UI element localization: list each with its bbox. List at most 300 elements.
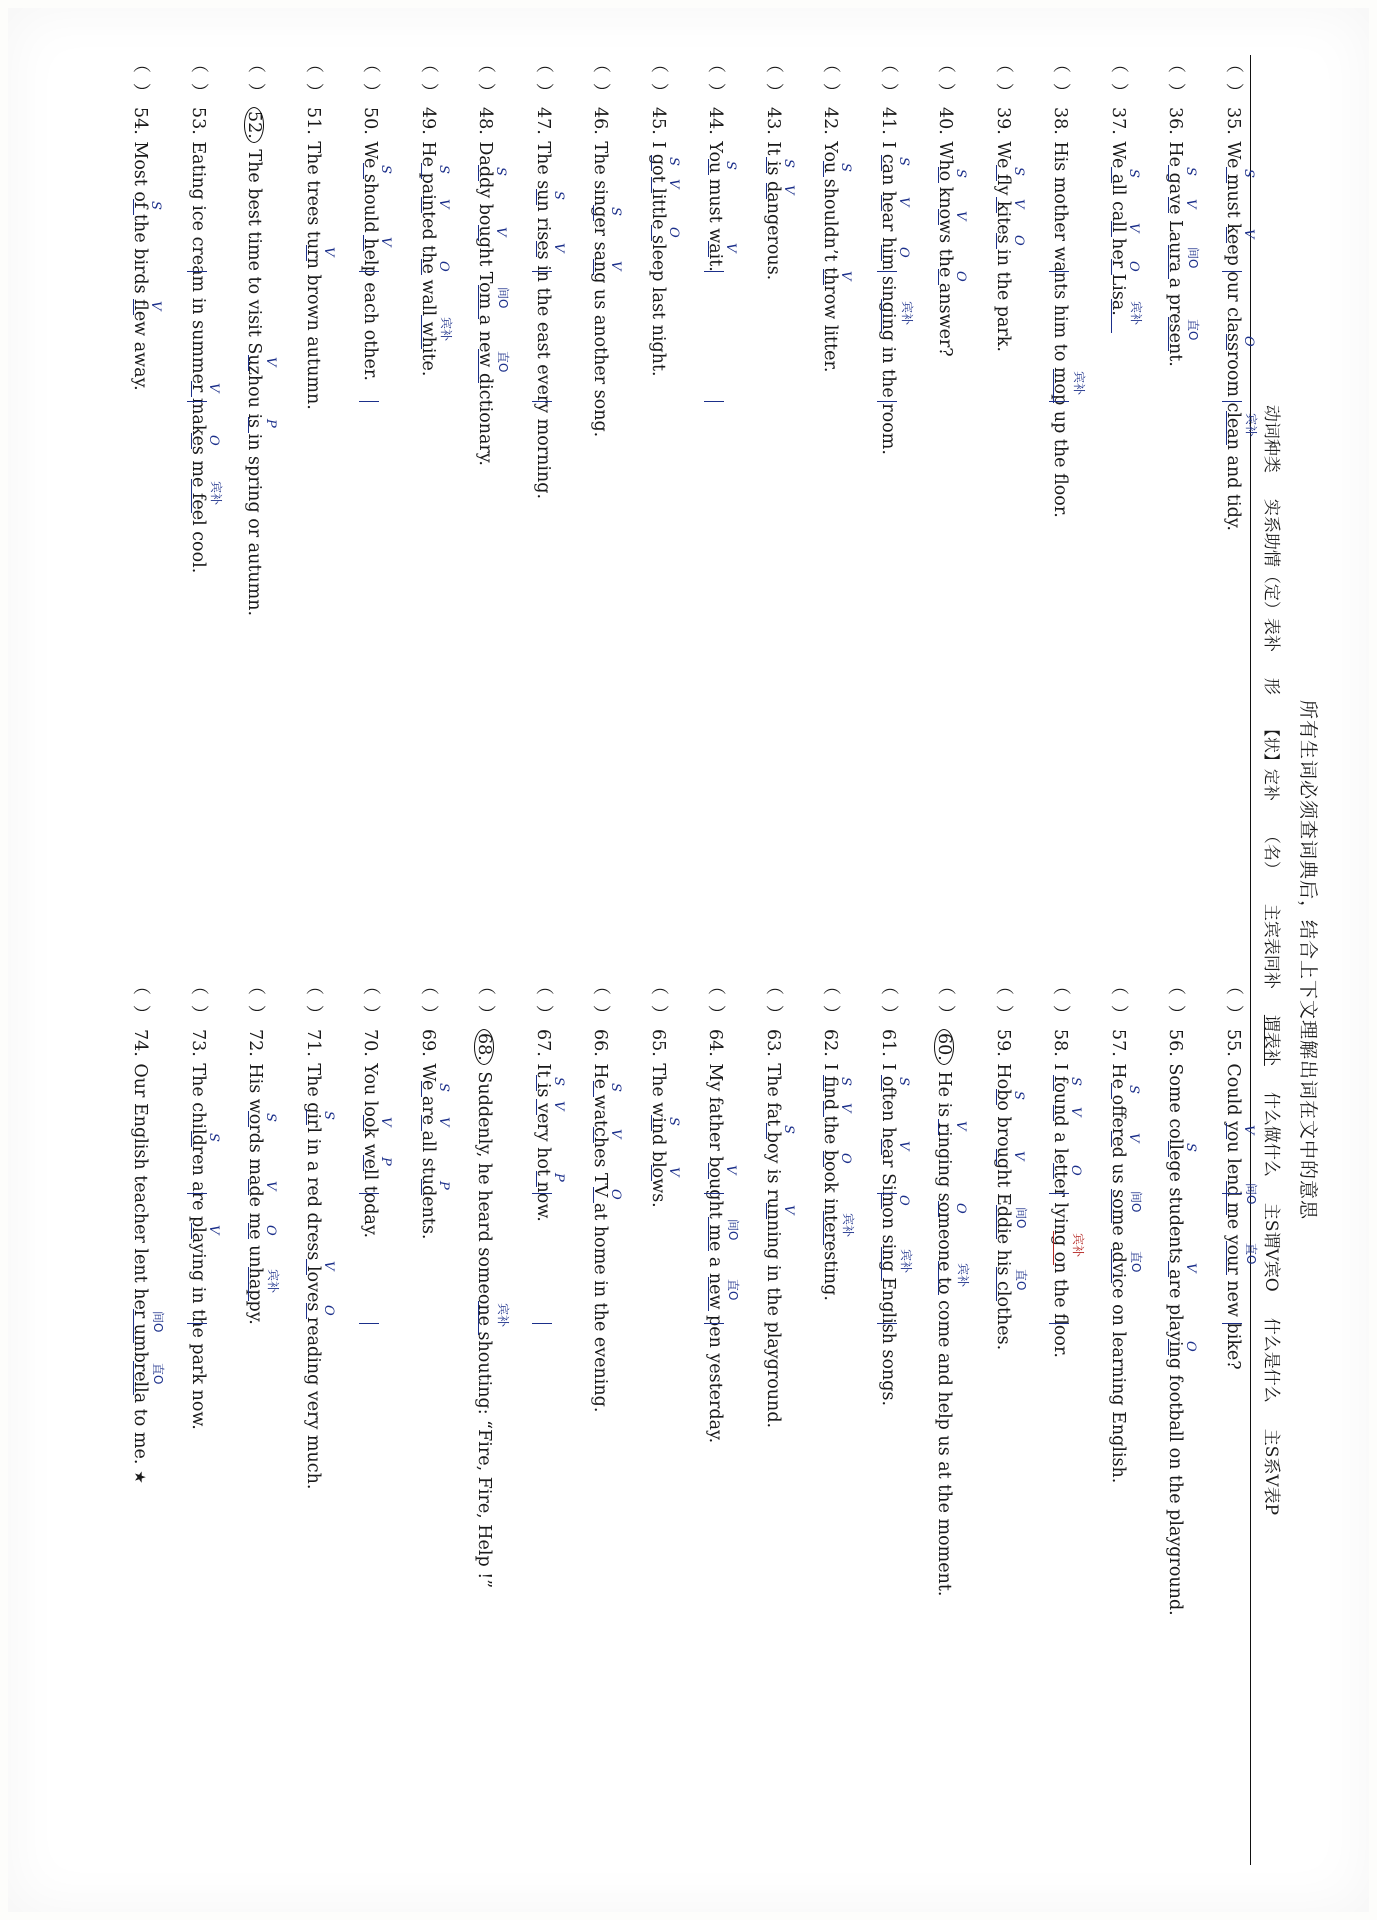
item-number: 67. xyxy=(532,1029,553,1057)
exercise-item xyxy=(209,977,280,1865)
handwritten-annotation: S xyxy=(665,1117,681,1126)
item-number: 64. xyxy=(705,1029,725,1057)
handwritten-annotation: V xyxy=(953,211,968,221)
handwritten-annotation: O xyxy=(320,1305,336,1316)
sentence-body xyxy=(130,107,163,943)
handwritten-annotation: S xyxy=(263,1113,278,1122)
answer-blank[interactable]: （ ） xyxy=(1165,977,1186,1025)
exercise-item xyxy=(784,55,853,943)
handwritten-annotation: S xyxy=(895,1077,911,1086)
sentence-text: He offered us some advice on learning English. xyxy=(1107,1057,1128,1484)
sentence-text: You must wait. xyxy=(705,135,725,272)
item-number: 48. xyxy=(475,107,495,135)
sentence-text: Who knows the answer? xyxy=(935,135,955,357)
handwritten-annotation: 间O xyxy=(151,1311,165,1333)
handwritten-annotation: S xyxy=(780,1125,796,1134)
sentence-body xyxy=(1165,107,1200,943)
answer-blank[interactable]: （ ） xyxy=(647,977,669,1025)
handwritten-annotation: S xyxy=(838,1077,853,1086)
answer-blank[interactable]: （ ） xyxy=(762,977,784,1025)
item-number: 73. xyxy=(187,1029,208,1057)
handwritten-annotation: V xyxy=(550,1101,566,1111)
handwritten-annotation: V xyxy=(493,227,508,237)
exercise-columns xyxy=(64,55,1258,1865)
sentence-text: We fly kites in the park. xyxy=(992,135,1013,352)
sentence-body xyxy=(1107,107,1143,943)
exercise-item xyxy=(381,55,453,943)
exercise-item xyxy=(899,55,968,943)
handwritten-annotation: P xyxy=(550,1173,566,1182)
handwritten-annotation: 直O xyxy=(1128,1251,1143,1273)
handwritten-annotation: V xyxy=(1183,1263,1198,1273)
item-number: 62. xyxy=(820,1029,840,1057)
handwritten-annotation: S xyxy=(1068,1077,1083,1086)
handwritten-annotation: V xyxy=(378,237,393,247)
handwritten-annotation: S xyxy=(320,1111,336,1120)
handwritten-annotation: S xyxy=(493,167,508,176)
sentence-body xyxy=(1165,1029,1198,1865)
sentence-body xyxy=(1050,1029,1085,1865)
handwritten-annotation: V xyxy=(838,1103,853,1113)
header-label-noun: （名） xyxy=(1260,826,1281,878)
handwritten-annotation: O xyxy=(205,435,221,446)
sentence-text: The girl in a red dress loves reading very much. xyxy=(302,1057,323,1490)
handwritten-annotation: 直O xyxy=(1243,1243,1258,1265)
handwritten-annotation: S xyxy=(1010,167,1026,176)
exercise-item xyxy=(266,977,336,1865)
answer-blank[interactable]: （ ） xyxy=(302,55,324,103)
handwritten-annotation: O xyxy=(953,271,968,282)
handwritten-annotation: V xyxy=(263,357,278,367)
sentence-text: You shouldn’t throw litter. xyxy=(820,135,840,373)
answer-blank[interactable]: （ ） xyxy=(1050,55,1071,103)
item-number: 51. xyxy=(302,107,323,135)
handwritten-annotation: O xyxy=(435,261,451,272)
answer-blank[interactable]: （ ） xyxy=(1165,55,1186,103)
sentence-text: He watches TV at home in the evening. xyxy=(590,1057,610,1413)
item-number: 55. xyxy=(1222,1029,1243,1057)
worksheet-sheet xyxy=(19,15,1359,1905)
handwritten-annotation: S xyxy=(550,191,566,200)
sentence-text: Our English teacher lent her umbrella to me. xyxy=(130,1057,150,1465)
header-label-svo: 主S谓V宾O xyxy=(1260,1202,1281,1292)
sentence-body xyxy=(877,1029,913,1865)
handwritten-annotation: S xyxy=(435,165,451,174)
sentence-body xyxy=(935,107,968,943)
handwritten-annotation: V xyxy=(895,1141,911,1151)
sentence-body xyxy=(992,1029,1028,1865)
header-label-aux: 实系助情（定）表补 xyxy=(1260,498,1281,652)
handwritten-annotation: V xyxy=(1240,229,1256,239)
handwritten-annotation: 直O xyxy=(1013,1269,1028,1291)
handwritten-annotation: S xyxy=(550,1077,566,1086)
sentence-body xyxy=(590,1029,623,1865)
sentence-text: I often hear Simon sing English songs. xyxy=(877,1057,898,1407)
exercise-item xyxy=(1071,977,1143,1865)
sentence-text: My father bought me a new pen yesterday. xyxy=(705,1057,725,1444)
sentence-body xyxy=(532,107,566,943)
sentence-text: We should help each other. xyxy=(360,135,380,381)
star-mark: ★ xyxy=(131,1470,149,1484)
exercise-item xyxy=(841,977,913,1865)
handwritten-annotation: S xyxy=(895,157,911,166)
handwritten-annotation: V xyxy=(320,1261,336,1271)
handwritten-annotation: V xyxy=(205,1225,221,1235)
handwritten-annotation: S xyxy=(838,163,853,172)
handwritten-annotation: 宾补 xyxy=(438,317,453,342)
item-number: 69. xyxy=(417,1029,438,1057)
item-number: 47. xyxy=(532,107,553,135)
sentence-text: We all call her Lisa. xyxy=(1107,135,1128,316)
answer-blank[interactable]: （ ） xyxy=(820,977,841,1025)
handwritten-annotation: 间O xyxy=(1128,1191,1143,1213)
exercise-item xyxy=(324,55,393,943)
answer-blank[interactable]: （ ） xyxy=(417,55,439,103)
handwritten-annotation: V xyxy=(780,185,796,195)
sentence-text: I can hear him singing in the room. xyxy=(877,135,898,455)
item-number: 63. xyxy=(762,1029,783,1057)
handwritten-annotation: 间O xyxy=(726,1219,740,1241)
item-number: 70. xyxy=(360,1029,380,1057)
handwritten-annotation: O xyxy=(895,1195,911,1206)
sentence-body xyxy=(820,107,853,943)
answer-blank[interactable]: （ ） xyxy=(1107,55,1129,103)
handwritten-annotation: S xyxy=(1183,167,1198,176)
sentence-text: Eating ice cream in summer makes me feel cool. xyxy=(187,135,208,574)
exercise-item xyxy=(726,977,796,1865)
handwritten-annotation: V xyxy=(378,1117,393,1127)
handwritten-annotation: 宾补 xyxy=(1128,301,1143,326)
exercise-item xyxy=(1014,977,1085,1865)
handwritten-annotation: O xyxy=(608,1189,623,1200)
item-number: 68. xyxy=(474,1029,494,1065)
item-number: 74. xyxy=(130,1029,150,1057)
answer-blank[interactable]: （ ） xyxy=(935,977,956,1025)
handwritten-annotation: 宾补 xyxy=(1072,371,1086,396)
sentence-body xyxy=(1222,1029,1258,1865)
handwritten-annotation: V xyxy=(320,247,336,257)
handwritten-annotation: P xyxy=(263,419,278,428)
handwritten-annotation: S xyxy=(435,1083,451,1092)
exercise-item xyxy=(554,977,623,1865)
sentence-body xyxy=(302,1029,336,1865)
item-number: 41. xyxy=(877,107,898,135)
answer-blank[interactable]: （ ） xyxy=(762,55,784,103)
exercise-item xyxy=(496,55,566,943)
sentence-text: I got little sleep last night. xyxy=(647,135,668,377)
handwritten-annotation: O xyxy=(838,1153,853,1164)
handwritten-annotation: S xyxy=(665,157,681,166)
handwritten-annotation: 间O xyxy=(496,287,510,309)
answer-blank[interactable]: （ ） xyxy=(992,977,1014,1025)
sentence-body xyxy=(647,1029,681,1865)
exercise-item xyxy=(439,977,510,1865)
handwritten-annotation: V xyxy=(838,271,853,281)
header-label-adverbial: 【状】定补 xyxy=(1261,720,1281,801)
handwritten-annotation: 间O xyxy=(1186,247,1200,269)
sentence-text: Hobo brought Eddie his clothes. xyxy=(992,1057,1013,1351)
header-label-row xyxy=(1261,55,1286,1865)
phrase-separator-mark xyxy=(532,1323,552,1324)
answer-blank[interactable]: （ ） xyxy=(417,977,439,1025)
handwritten-annotation: V xyxy=(665,1167,681,1177)
handwritten-annotation: S xyxy=(378,165,393,174)
exercise-item xyxy=(151,977,221,1865)
answer-blank[interactable]: （ ） xyxy=(245,977,266,1025)
answer-blank[interactable]: （ ） xyxy=(992,55,1014,103)
exercise-item xyxy=(611,55,681,943)
phrase-separator-mark xyxy=(359,1323,379,1324)
handwritten-annotation: V xyxy=(1125,223,1141,233)
handwritten-annotation: V xyxy=(608,261,623,271)
handwritten-annotation: V xyxy=(1125,1133,1141,1143)
header-label-what-does-what: 什么做什么 xyxy=(1260,1091,1281,1177)
handwritten-annotation: 宾补 xyxy=(841,1213,855,1238)
answer-blank[interactable]: （ ） xyxy=(532,977,554,1025)
answer-blank[interactable]: （ ） xyxy=(935,55,956,103)
sentence-text: He gave Laura a present. xyxy=(1165,135,1185,367)
handwritten-annotation: S xyxy=(1010,1091,1026,1100)
sentence-body xyxy=(934,1029,970,1865)
answer-blank[interactable]: （ ） xyxy=(302,977,324,1025)
sentence-text: You look well today. xyxy=(360,1057,380,1239)
handwritten-annotation: 宾补 xyxy=(208,481,223,506)
item-number: 37. xyxy=(1107,107,1128,135)
item-number: 38. xyxy=(1050,107,1070,135)
handwritten-annotation: V xyxy=(780,1205,796,1215)
exercise-column-left xyxy=(64,55,1258,943)
sentence-body xyxy=(647,107,681,943)
handwritten-annotation: V xyxy=(550,243,566,253)
item-number: 54. xyxy=(130,107,150,135)
answer-blank[interactable]: （ ） xyxy=(360,977,381,1025)
item-number: 36. xyxy=(1165,107,1185,135)
handwritten-annotation: V xyxy=(1010,199,1026,209)
item-number: 43. xyxy=(762,107,783,135)
answer-blank[interactable]: （ ） xyxy=(130,977,151,1025)
answer-blank[interactable]: （ ） xyxy=(877,977,899,1025)
sentence-body xyxy=(762,107,796,943)
answer-blank[interactable]: （ ） xyxy=(590,977,611,1025)
sentence-text: The best time to visit Suzhou is in spring or autumn. xyxy=(244,143,264,617)
header-label-subject-object: 主宾表同补 xyxy=(1260,903,1281,989)
sentence-text: Suddenly, he heard someone shouting: “Fire, Fire, Help !” xyxy=(474,1065,494,1589)
item-number: 40. xyxy=(935,107,955,135)
handwritten-annotation: O xyxy=(1240,336,1256,347)
handwritten-annotation: 宾补 xyxy=(266,1269,280,1294)
answer-blank[interactable]: （ ） xyxy=(705,977,726,1025)
handwritten-annotation: V xyxy=(435,1117,451,1127)
answer-blank[interactable]: （ ） xyxy=(475,977,496,1025)
sentence-body xyxy=(360,107,393,943)
answer-blank[interactable]: （ ） xyxy=(360,55,381,103)
item-number: 44. xyxy=(705,107,725,135)
handwritten-annotation: V xyxy=(665,179,681,189)
item-number: 46. xyxy=(590,107,610,135)
sentence-text: His words made me unhappy. xyxy=(245,1057,265,1325)
item-number: 45. xyxy=(647,107,668,135)
sentence-text: The children are playing in the park now. xyxy=(187,1057,208,1430)
handwritten-annotation: V xyxy=(895,197,911,207)
exercise-item xyxy=(611,977,681,1865)
exercise-item xyxy=(669,55,738,943)
header-divider xyxy=(1250,55,1251,1865)
handwritten-annotation: 直O xyxy=(1186,319,1200,341)
sentence-body xyxy=(762,1029,796,1865)
sentence-text: I find the book interesting. xyxy=(820,1057,840,1301)
phrase-separator-mark xyxy=(359,401,379,402)
handwritten-annotation: 宾补 xyxy=(956,1263,970,1288)
sentence-text: It is dangerous. xyxy=(762,135,783,281)
exercise-item xyxy=(841,55,914,943)
handwritten-annotation: V xyxy=(1010,1151,1026,1161)
handwritten-annotation: S xyxy=(1183,1143,1198,1152)
handwritten-annotation: V xyxy=(953,1121,968,1131)
handwritten-annotation: V xyxy=(435,199,451,209)
answer-blank[interactable]: （ ） xyxy=(187,977,209,1025)
handwritten-annotation: O xyxy=(1068,1165,1083,1176)
handwritten-annotation: O xyxy=(1183,1341,1198,1352)
sentence-body xyxy=(820,1029,855,1865)
exercise-item xyxy=(1186,977,1258,1865)
sentence-body xyxy=(1050,107,1086,943)
exercise-item xyxy=(151,55,223,943)
sentence-body xyxy=(590,107,623,943)
sentence-body xyxy=(302,107,336,943)
exercise-item xyxy=(209,55,278,943)
exercise-item xyxy=(1129,977,1198,1865)
answer-blank[interactable]: （ ） xyxy=(1050,977,1071,1025)
answer-blank[interactable]: （ ） xyxy=(705,55,726,103)
handwritten-annotation: S xyxy=(780,159,796,168)
sentence-body xyxy=(474,1029,510,1865)
exercise-column-right xyxy=(64,977,1258,1865)
handwritten-annotation: 宾补 xyxy=(1243,413,1258,438)
handwritten-annotation: O xyxy=(665,227,681,238)
sentence-text: The trees turn brown autumn. xyxy=(302,135,323,410)
sentence-text: The wind blows. xyxy=(647,1057,668,1208)
sentence-body xyxy=(417,107,453,943)
item-number: 49. xyxy=(417,107,438,135)
handwritten-annotation: 宾补 xyxy=(496,1303,510,1328)
exercise-item xyxy=(726,55,796,943)
sentence-text: The singer sang us another song. xyxy=(590,135,610,438)
handwritten-annotation: S xyxy=(723,161,738,170)
answer-blank[interactable]: （ ） xyxy=(245,55,266,103)
item-number: 53. xyxy=(187,107,208,135)
handwritten-annotation: 宾补 xyxy=(1071,1233,1085,1258)
sentence-text: I found a letter lying on the floor. xyxy=(1050,1057,1070,1358)
handwritten-annotation: 宾补 xyxy=(898,1249,913,1274)
handwritten-annotation: V xyxy=(723,1165,738,1175)
handwritten-annotation: V xyxy=(263,1181,278,1191)
item-number: 66. xyxy=(590,1029,610,1057)
sentence-body xyxy=(992,107,1026,943)
sentence-body xyxy=(244,107,278,943)
sentence-body xyxy=(705,107,738,943)
exercise-item xyxy=(956,977,1028,1865)
exercise-item xyxy=(1186,55,1258,943)
answer-blank[interactable]: （ ） xyxy=(820,55,841,103)
sentence-body xyxy=(532,1029,566,1865)
handwritten-annotation: V xyxy=(1068,1107,1083,1117)
sentence-body xyxy=(877,107,914,943)
item-number: 57. xyxy=(1107,1029,1128,1057)
handwritten-annotation: S xyxy=(205,1133,221,1142)
exercise-item xyxy=(899,977,970,1865)
item-number: 35. xyxy=(1222,107,1243,135)
exercise-item xyxy=(956,55,1026,943)
answer-blank[interactable]: （ ） xyxy=(647,55,669,103)
handwritten-annotation: 直O xyxy=(151,1363,165,1385)
exercise-item xyxy=(496,977,566,1865)
item-number: 72. xyxy=(245,1029,265,1057)
handwritten-annotation: V xyxy=(723,243,738,253)
exercise-item xyxy=(439,55,510,943)
handwritten-annotation: 间O xyxy=(1013,1207,1028,1229)
sentence-body xyxy=(1107,1029,1143,1865)
sentence-body xyxy=(245,1029,280,1865)
answer-blank[interactable]: （ ） xyxy=(187,55,209,103)
sentence-text: Daddy bought Tom a new dictionary. xyxy=(475,135,495,466)
handwritten-annotation: V xyxy=(1183,199,1198,209)
exercise-item xyxy=(266,55,336,943)
handwritten-annotation: S xyxy=(148,201,163,210)
header-label-what-is-what: 什么是什么 xyxy=(1260,1317,1281,1403)
exercise-item xyxy=(94,55,163,943)
handwritten-annotation: 直O xyxy=(726,1279,740,1301)
sentence-text: Some college students are playing football on the playground. xyxy=(1165,1057,1185,1616)
answer-blank[interactable]: （ ） xyxy=(590,55,611,103)
handwritten-annotation: O xyxy=(1125,261,1141,272)
header-label-adj: 形 xyxy=(1260,677,1281,695)
answer-blank[interactable]: （ ） xyxy=(532,55,554,103)
sentence-body xyxy=(1222,107,1258,943)
sentence-text: It is very hot now. xyxy=(532,1057,553,1222)
sentence-text: He painted the wall white. xyxy=(417,135,438,377)
sentence-body xyxy=(187,1029,221,1865)
sentence-text: His mother wants him to mop up the floor. xyxy=(1050,135,1070,518)
sentence-text: Most of the birds flew away. xyxy=(130,135,150,391)
handwritten-annotation: S xyxy=(608,1083,623,1092)
handwritten-annotation: O xyxy=(1010,235,1026,246)
answer-blank[interactable]: （ ） xyxy=(1107,977,1129,1025)
sentence-body xyxy=(187,107,223,943)
handwritten-annotation: 宾补 xyxy=(899,301,914,326)
item-number: 71. xyxy=(302,1029,323,1057)
answer-blank[interactable]: （ ） xyxy=(1222,55,1244,103)
document-title: 所有生词必须查词典后，结合上下文理解出词在文中的意思 xyxy=(1296,699,1319,1220)
handwritten-annotation: P xyxy=(378,1157,393,1166)
answer-blank[interactable]: （ ） xyxy=(475,55,496,103)
handwritten-annotation: S xyxy=(1125,169,1141,178)
answer-blank[interactable]: （ ） xyxy=(130,55,151,103)
handwritten-annotation: V xyxy=(1240,1125,1256,1135)
exercise-item xyxy=(1071,55,1143,943)
header-label-verb-type: 动词种类 xyxy=(1260,404,1281,473)
handwritten-annotation: 间O xyxy=(1243,1183,1258,1205)
exercise-item xyxy=(1129,55,1200,943)
handwritten-annotation: O xyxy=(263,1225,278,1236)
item-number: 59. xyxy=(992,1029,1013,1057)
handwritten-annotation: V xyxy=(205,383,221,393)
handwritten-annotation: V xyxy=(148,301,163,311)
answer-blank[interactable]: （ ） xyxy=(877,55,899,103)
sentence-body xyxy=(130,1029,165,1865)
item-number: 39. xyxy=(992,107,1013,135)
exercise-item xyxy=(324,977,393,1865)
answer-blank[interactable]: （ ） xyxy=(1222,977,1244,1025)
